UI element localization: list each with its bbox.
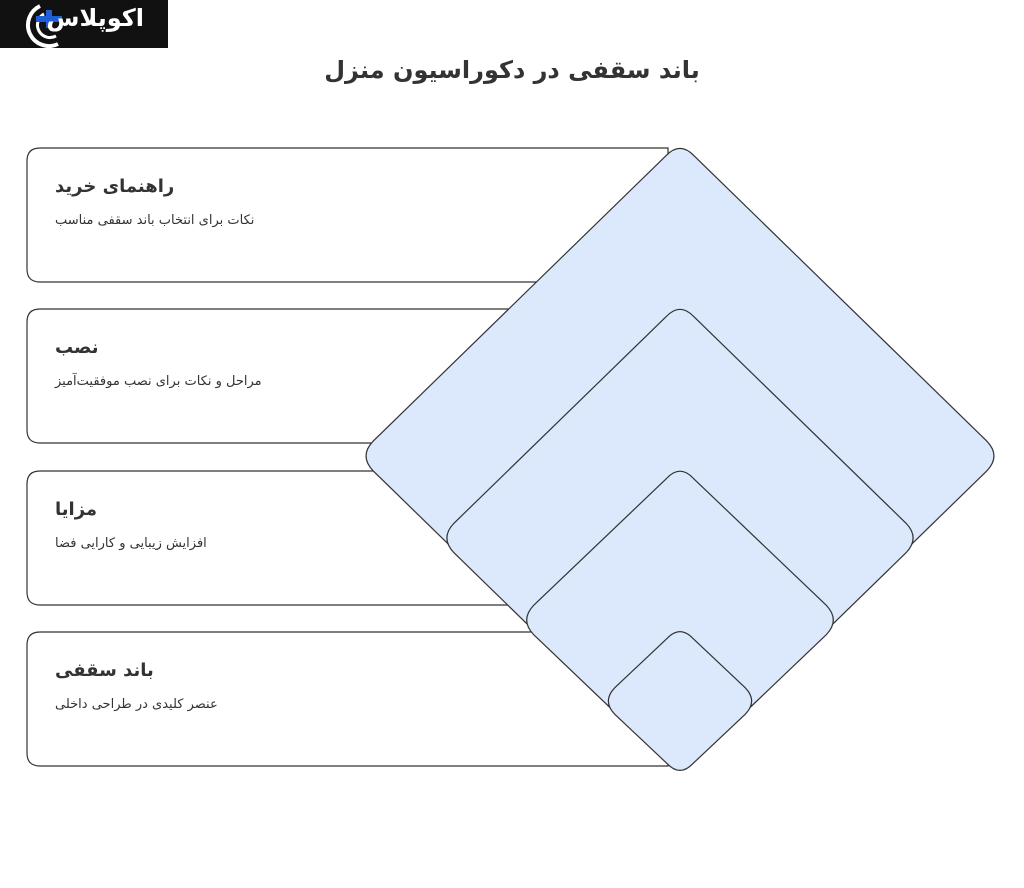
diagram-title: باند سقفی در دکوراسیون منزل: [324, 56, 700, 84]
level-4-text: [55, 660, 218, 712]
level-1-description: نکات برای انتخاب باند سقفی مناسب: [55, 213, 255, 228]
level-3-heading: مزایا: [55, 499, 98, 520]
level-1-heading: راهنمای خرید: [55, 176, 175, 197]
level-2-text: [55, 337, 262, 389]
level-2-description: مراحل و نکات برای نصب موفقیت‌آمیز: [55, 374, 262, 389]
level-3-description: افزایش زیبایی و کارایی فضا: [55, 536, 207, 551]
level-4-heading: باند سقفی: [55, 660, 154, 681]
level-4-description: عنصر کلیدی در طراحی داخلی: [55, 697, 218, 712]
level-2-heading: نصب: [55, 337, 99, 358]
level-1-text: [55, 176, 254, 228]
level-3-text: [55, 499, 207, 551]
logo-text: اکوپلاس: [46, 4, 144, 32]
